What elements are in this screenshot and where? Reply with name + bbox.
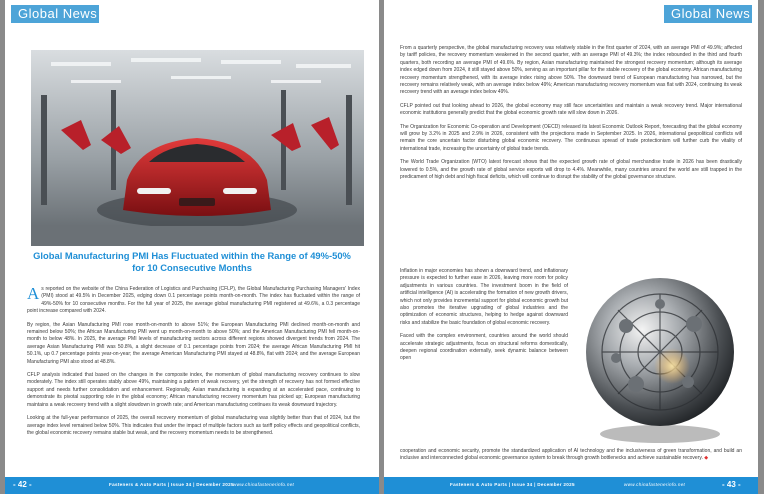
section-title: Global News — [18, 6, 98, 21]
article-title: Global Manufacturing PMI Has Fluctuated within the Range of 49%-50% for 10 Consecutive Months — [33, 250, 351, 273]
page-footer — [384, 477, 758, 494]
left-page — [5, 0, 379, 494]
body-paragraph: The Organization for Economic Co-operation and Development (OECD) released its latest Economic Outlook Report, forecasting that the global economy will grow by 3.2% in 2025 and 2.9% in 2026, consistent with the projections made in September 2025. In 2026, international geopolitical conflicts will remain the core uncertain factor disturbing global economic recovery. The continuous spread of trade protectionism will further curb the vitality of international trade, increasing the uncertainty of global trade trends. — [400, 123, 742, 152]
right-body-column — [400, 45, 742, 188]
body-paragraph: By region, the Asian Manufacturing PMI rose month-on-month to above 51%; the European Manufacturing PMI declined month-on-month and remained below 50%; the African Manufacturing PMI went up month-on-month to above 50%; and the American Manufacturing PMI fell month-on-month to below 48%. In 2025, the average PMI levels of manufacturing sectors across different regions showed divergent trends from 2024. The average Asian Manufacturing PMI was 50.8%, a slight decrease of 0.1 percentage points from 2024; the average African Manufacturing PMI hit 50.1%, up 0.7 percentage points year-on-year; the average American Manufacturing PMI stayed at 48.8%, flat with 2024; and the average European Manufacturing PMI also stood at 48.8%. — [27, 321, 360, 365]
right-page — [384, 0, 758, 494]
section-header — [664, 5, 752, 23]
page-footer — [5, 477, 379, 494]
left-body-column — [27, 286, 360, 443]
website-link[interactable]: www.chinafastenerinfo.net — [624, 482, 686, 487]
body-paragraph: From a quarterly perspective, the global manufacturing recovery was relatively stable in the first quarter of 2024, with an average PMI of 49.9%; affected by tariff policies, the recovery momentum weakened in the second quarter, with an average PMI of 49.3%; the index rebounded in the third and fourth quarters, both recording an average PMI of 49.6%. By region, Asian manufacturing maintained the strongest recovery momentum; although its average index edged down from 2024, it still stayed above 50%, serving as an important pillar for the stable recovery of the global economy. African manufacturing recovery momentum strengthened, with its average index rising above 50%. The downward trend of European manufacturing has narrowed, but the recovery remains relatively weak, with an average index below 49%; American manufacturing recovery momentum was flat with 2024, continuing its weak recovery trend with an average index below 49%. — [400, 45, 742, 96]
body-paragraph: The World Trade Organization (WTO) latest forecast shows that the expected growth rate of global merchandise trade in 2026 has been drastically lowered to 0.5%, and the growth rate of global service exports will drop to 4.4%. Meanwhile, many countries around the world are still trapped in the predicament of high debt and high fiscal deficits, which will continue to disrupt the stability of the global governance structure. — [400, 159, 742, 181]
section-title: Global News — [671, 6, 751, 21]
publication-info: Fasteners & Auto Parts | Issue 34 | December 2025 — [450, 482, 575, 487]
body-paragraph: Faced with the complex environment, countries around the world should accelerate strategic adjustments, focus on structural reforms domestically, deepen regional coordination externally, seek dynamic balance between open — [400, 333, 568, 362]
metal-sphere-image — [576, 266, 744, 448]
end-mark-icon: ◆ — [704, 455, 709, 462]
body-paragraph: CFLP pointed out that looking ahead to 2026, the global economy may still face uncertainties and maintain a weak recovery trend. Major international economic institutions generally predict that the global economic growth rate will slow down in 2026. — [400, 102, 742, 117]
split-body-column — [400, 268, 568, 369]
website-link[interactable]: www.chinafastenerinfo.net — [233, 482, 295, 487]
page-number: - 43 - — [722, 480, 741, 489]
body-paragraph: CFLP analysis indicated that based on the changes in the composite index, the momentum of global manufacturing recovery continues to slow moderately. The index still operates stably above 49%, maintaining a pattern of weak recovery, yet the strength of recovery has not formed effective support and needs further consolidation and enhancement. Regionally, Asian manufacturing is expanding at an accelerated pace, continuing to demonstrate its pivotal supporting role in the global economy; African manufacturing recovery momentum has picked up; European manufacturing maintains a weak recovery trend with a slight slowdown in growth rate; and American manufacturing continues its weak downward trajectory. — [27, 372, 360, 408]
body-paragraph: Looking at the full-year performance of 2025, the overall recovery momentum of global manufacturing was slightly better than that of 2024, but the average index level remained below 50%. This indicates that under the impact of multiple factors such as tariff policy effects and geopolitical conflicts, the global economic recovery remains stable but weak, and the recovery momentum needs to be strengthened. — [27, 415, 360, 436]
section-header — [11, 5, 99, 23]
body-paragraph: Inflation in major economies has shown a downward trend, and inflationary pressure is expected to further ease in 2026, leaving more room for policy adjustments in various countries. The investment boom in the field of artificial intelligence (AI) is accelerating the formation of new growth drivers, which not only provides incremental support for global economic growth but also promotes the iterative upgrading of global industries and the optimization of economic structures, helping to hedge against downward risks and stabilize the basic foundation of global economic recovery. — [400, 268, 568, 326]
closing-paragraph: cooperation and economic security, promote the standardized application of AI technology and the inclusiveness of green transformation, and build an inclusive and interconnected global economic governance system to break through growth bottlenecks and achieve sustainable recovery. ◆ — [400, 448, 742, 462]
page-number: - 42 - — [13, 480, 32, 489]
intro-paragraph: As reported on the website of the China Federation of Logistics and Purchasing (CFLP), the Global Manufacturing Purchasing Managers' Index (PMI) stood at 49.5% in December 2025, edging down 0.1 percentage points month-on-month. The index has fluctuated within the range of 49%-50% for 10 consecutive months. For the full year of 2025, the average global manufacturing PMI registered at 49.6%, a 0.3 percentage point increase compared with 2024. — [27, 284, 360, 315]
dropcap: A — [27, 284, 40, 303]
publication-info: Fasteners & Auto Parts | Issue 34 | December 2025 — [109, 482, 234, 487]
factory-car-photo — [31, 50, 364, 246]
